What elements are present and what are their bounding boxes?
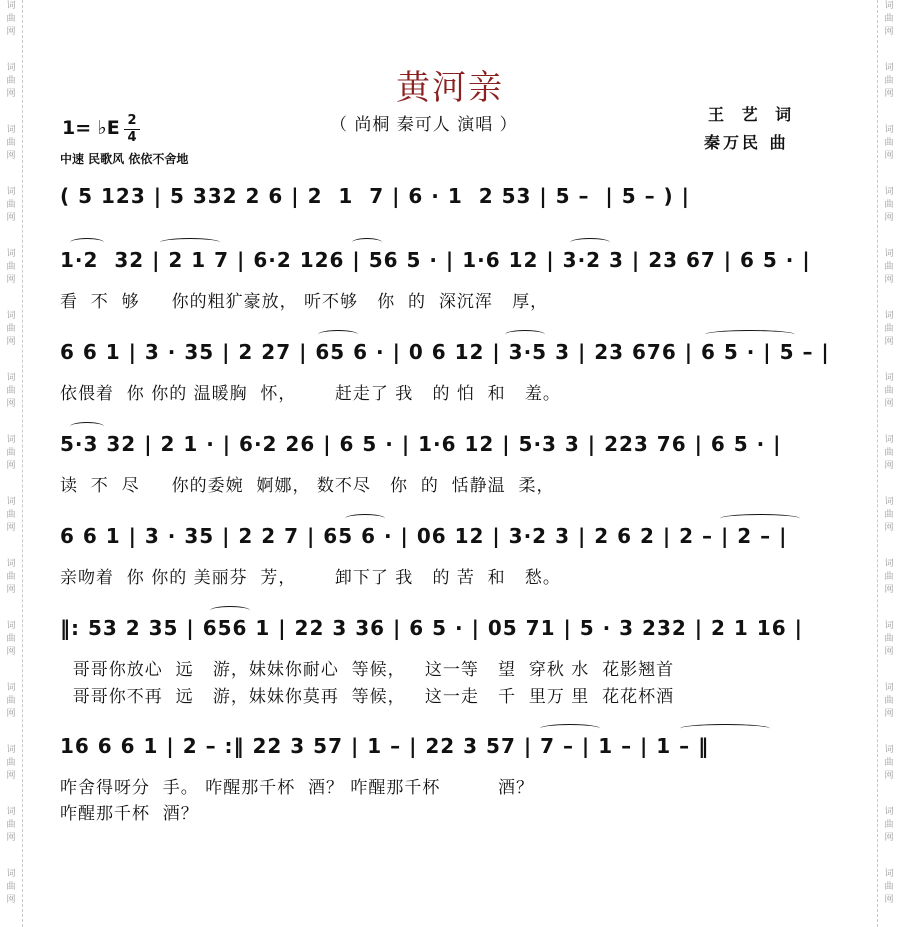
lyrics-line-6-verse-1: 哥哥你放心 远 游，妹妹你耐心 等候， 这一等 望 穿秋 水 花影翘首 xyxy=(60,660,675,680)
slur-mark xyxy=(160,238,220,247)
watermark-text: 词 曲 网 xyxy=(884,187,894,223)
watermark-text: 词 曲 网 xyxy=(884,621,894,657)
watermark-text: 词 曲 网 xyxy=(884,125,894,161)
slur-mark xyxy=(70,422,104,431)
watermark-text: 词 曲 网 xyxy=(884,745,894,781)
key-signature: 1= ♭E xyxy=(62,117,120,139)
score-line-4: 5·3 32 | 2 1 · | 6·2 26 | 6 5 · | 1·6 12 | 5·3 3 | 223 76 | 6 5 · | xyxy=(60,432,782,456)
watermark-text: 词 曲 网 xyxy=(6,621,16,657)
watermark-text: 词 曲 网 xyxy=(6,559,16,595)
watermark-text: 词 曲 网 xyxy=(6,1,16,37)
score-line-3: 6 6 1 | 3 · 35 | 2 27 | 65 6 · | 0 6 12 | 3·5 3 | 23 676 | 6 5 · | 5 – | xyxy=(60,340,830,364)
lyrics-line-6-verse-2: 哥哥你不再 远 游，妹妹你莫再 等候， 这一走 千 里万 里 花花杯酒 xyxy=(60,687,675,707)
lyrics-line-4: 读 不 尽 你的委婉 婀娜， 数不尽 你 的 恬静温 柔， xyxy=(60,476,555,496)
song-title: 黄河亲 xyxy=(396,68,504,108)
time-signature-top: 2 xyxy=(127,113,137,128)
slur-mark xyxy=(318,330,358,339)
lyrics-line-3: 依偎着 你 你的 温暖胸 怀， 赶走了 我 的 怕 和 羞。 xyxy=(60,384,561,404)
time-signature-bottom: 4 xyxy=(127,130,137,145)
slur-mark xyxy=(540,724,600,733)
slur-mark xyxy=(352,238,382,247)
score-line-6: ‖: 53 2 35 | 656 1 | 22 3 36 | 6 5 · | 05 71 | 5 · 3 232 | 2 1 16 | xyxy=(60,616,803,640)
watermark-text: 词 曲 网 xyxy=(884,559,894,595)
watermark-text: 词 曲 网 xyxy=(884,63,894,99)
watermark-text: 词 曲 网 xyxy=(884,807,894,843)
watermark-text: 词 曲 网 xyxy=(884,869,894,905)
slur-mark xyxy=(345,514,385,523)
slur-mark xyxy=(720,514,800,523)
watermark-text: 词 曲 网 xyxy=(6,807,16,843)
time-signature xyxy=(124,114,140,145)
watermark-text: 词 曲 网 xyxy=(6,63,16,99)
lyrics-line-2: 看 不 够 你的粗犷豪放， 听不够 你 的 深沉浑 厚， xyxy=(60,292,549,312)
watermark-text: 词 曲 网 xyxy=(6,187,16,223)
score-line-2: 1·2 32 | 2 1 7 | 6·2 126 | 56 5 · | 1·6 12 | 3·2 3 | 23 67 | 6 5 · | xyxy=(60,248,811,272)
watermark-text: 词 曲 网 xyxy=(6,435,16,471)
composer-credit: 秦万民 曲 xyxy=(704,133,789,152)
watermark-text: 词 曲 网 xyxy=(884,249,894,285)
score-line-1: ( 5 123 | 5 332 2 6 | 2 1 7 | 6 · 1 2 53 | 5 – | 5 – ) | xyxy=(60,184,690,208)
watermark-text: 词 曲 网 xyxy=(884,435,894,471)
singers-credit: （ 尚桐 秦可人 演唱 ） xyxy=(330,115,518,135)
watermark-text: 词 曲 网 xyxy=(884,497,894,533)
slur-mark xyxy=(505,330,545,339)
tempo-marking: 中速 民歌风 依依不舍地 xyxy=(60,152,189,166)
watermark-text: 词 曲 网 xyxy=(884,311,894,347)
lyricist-credit: 王 艺 词 xyxy=(708,105,798,124)
slur-mark xyxy=(210,606,250,615)
score-line-7: 16 6 6 1 | 2 – :‖ 22 3 57 | 1 – | 22 3 57 | 7 – | 1 – | 1 – ‖ xyxy=(60,734,710,758)
watermark-text: 词 曲 网 xyxy=(884,373,894,409)
slur-mark xyxy=(570,238,610,247)
watermark-text: 词 曲 网 xyxy=(6,373,16,409)
watermark-text: 词 曲 网 xyxy=(6,249,16,285)
watermark-text: 词 曲 网 xyxy=(6,125,16,161)
slur-mark xyxy=(70,238,104,247)
slur-mark xyxy=(705,330,795,339)
score-line-5: 6 6 1 | 3 · 35 | 2 2 7 | 65 6 · | 06 12 | 3·2 3 | 2 6 2 | 2 – | 2 – | xyxy=(60,524,788,548)
watermark-text: 词 曲 网 xyxy=(6,683,16,719)
lyrics-line-7-verse-2: 咋醒那千杯 酒？ xyxy=(60,804,199,824)
watermark-text: 词 曲 网 xyxy=(884,1,894,37)
lyrics-line-5: 亲吻着 你 你的 美丽芬 芳， 卸下了 我 的 苦 和 愁。 xyxy=(60,568,561,588)
watermark-text: 词 曲 网 xyxy=(6,745,16,781)
watermark-text: 词 曲 网 xyxy=(6,311,16,347)
watermark-text: 词 曲 网 xyxy=(6,869,16,905)
lyrics-line-7-verse-1: 咋舍得呀分 手。 咋醒那千杯 酒？ 咋醒那千杯 酒？ xyxy=(60,778,535,798)
watermark-text: 词 曲 网 xyxy=(6,497,16,533)
slur-mark xyxy=(680,724,770,733)
watermark-text: 词 曲 网 xyxy=(884,683,894,719)
